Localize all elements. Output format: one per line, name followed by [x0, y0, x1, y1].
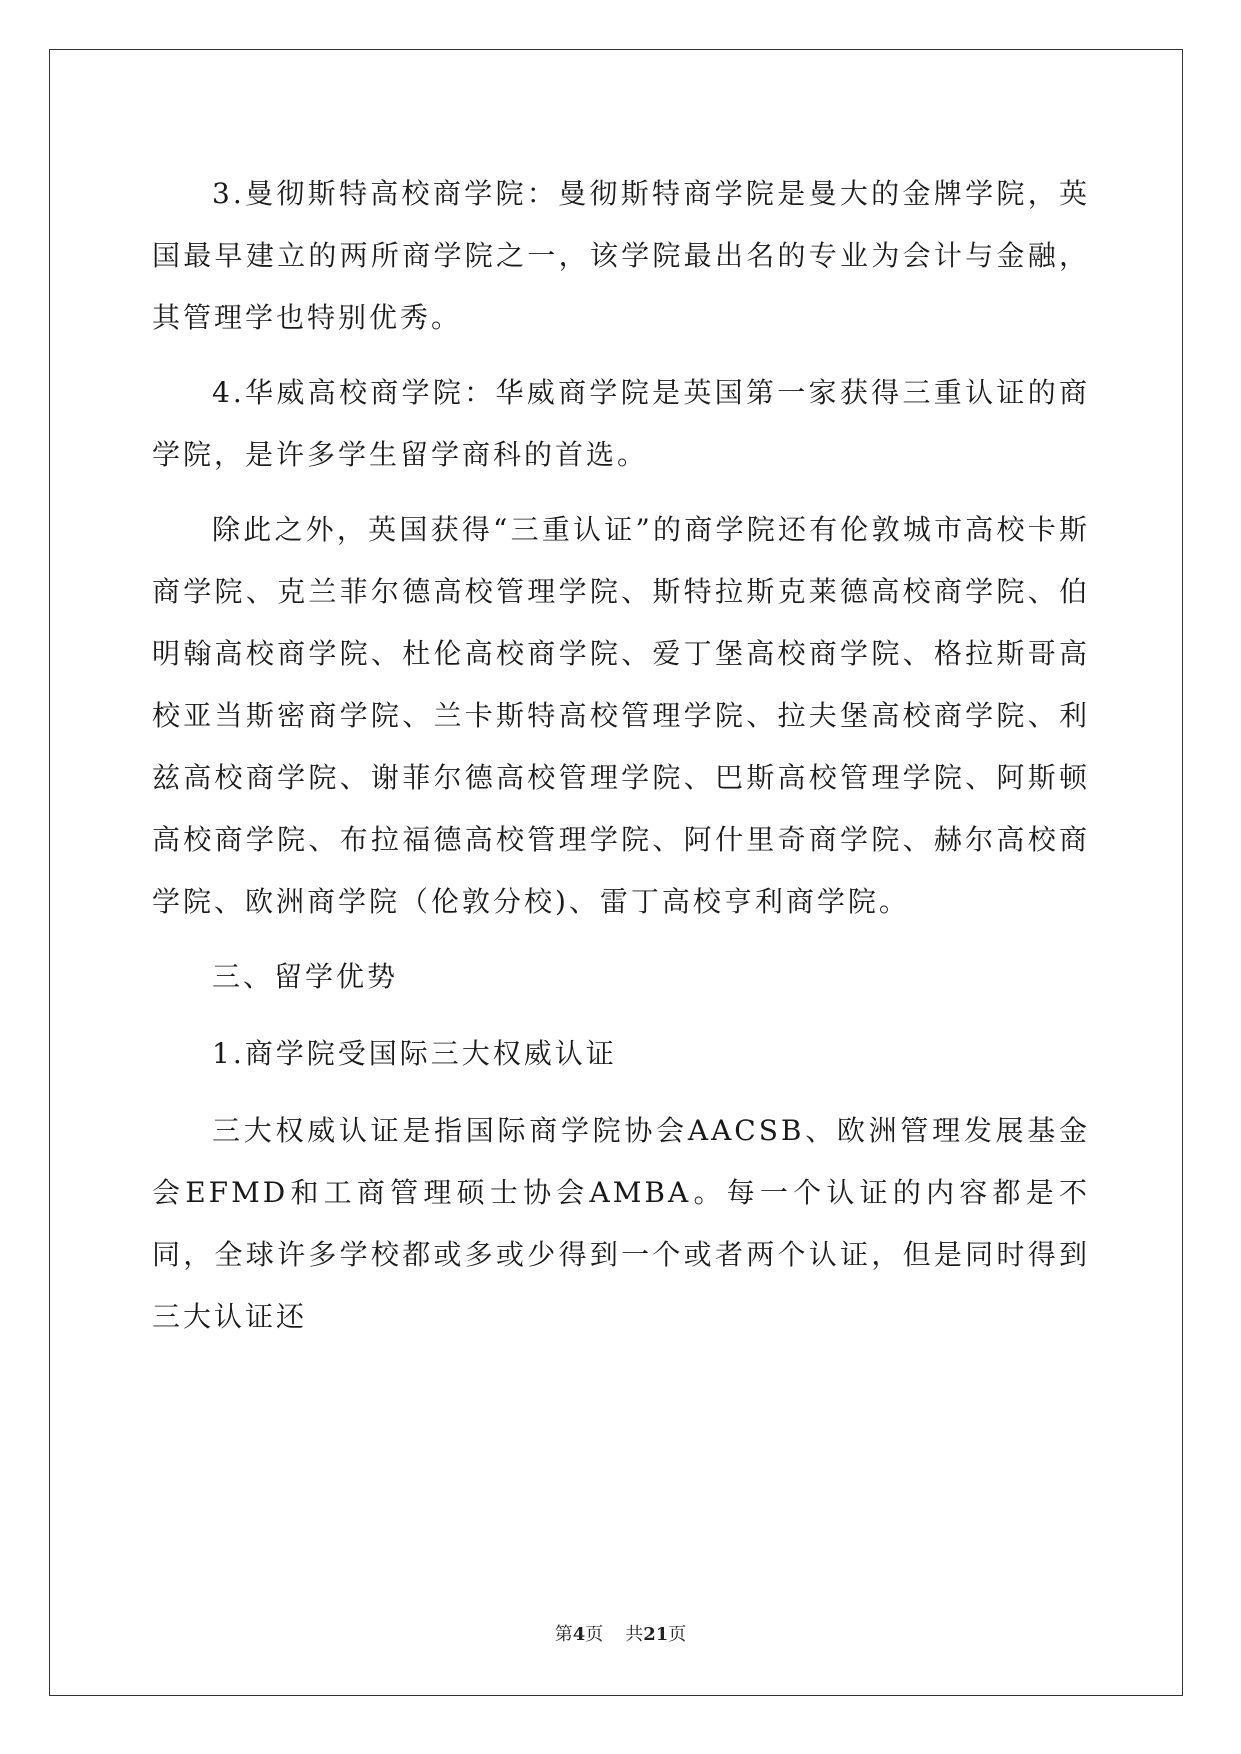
section-heading-advantages: 三、留学优势 [212, 960, 399, 993]
footer-total-suffix: 页 [668, 1624, 687, 1645]
paragraph-other-schools: 除此之外，英国获得“三重认证”的商学院还有伦敦城市高校卡斯商学院、克兰菲尔德高校管理学院、斯特拉斯克莱德高校商学院、伯明翰高校商学院、杜伦高校商学院、爱丁堡高校商学院、格拉斯哥高校亚当斯密商学院、兰卡斯特高校管理学院、拉夫堡高校商学院、利兹高校商学院、谢菲尔德高校管理学院、巴斯高校管理学院、阿斯顿高校商学院、布拉福德高校管理学院、阿什里奇商学院、赫尔高校商学院、欧洲商学院（伦敦分校)、雷丁高校亨利商学院。 [152, 513, 1090, 918]
footer-page-number: 4 [572, 1624, 586, 1645]
paragraph-warwick: 4.华威高校商学院：华威商学院是英国第一家获得三重认证的商学院，是许多学生留学商科的首选。 [152, 376, 1090, 471]
paragraph-manchester: 3.曼彻斯特高校商学院：曼彻斯特商学院是曼大的金牌学院，英国最早建立的两所商学院之一，该学院最出名的专业为会计与金融，其管理学也特别优秀。 [152, 177, 1090, 334]
subheading-accreditation: 1.商学院受国际三大权威认证 [212, 1037, 617, 1070]
footer-total-prefix: 共 [625, 1624, 644, 1645]
footer-prefix: 第 [554, 1624, 573, 1645]
footer-page-suffix: 页 [585, 1624, 604, 1645]
paragraph-accreditation: 三大权威认证是指国际商学院协会AACSB、欧洲管理发展基金会EFMD和工商管理硕士协会AMBA。每一个认证的内容都是不同，全球许多学校都或多或少得到一个或者两个认证，但是同时得到三大认证还 [152, 1114, 1090, 1333]
footer-total-pages: 21 [643, 1624, 669, 1645]
page-footer [0, 1620, 1241, 1646]
document-body [152, 163, 1090, 1361]
